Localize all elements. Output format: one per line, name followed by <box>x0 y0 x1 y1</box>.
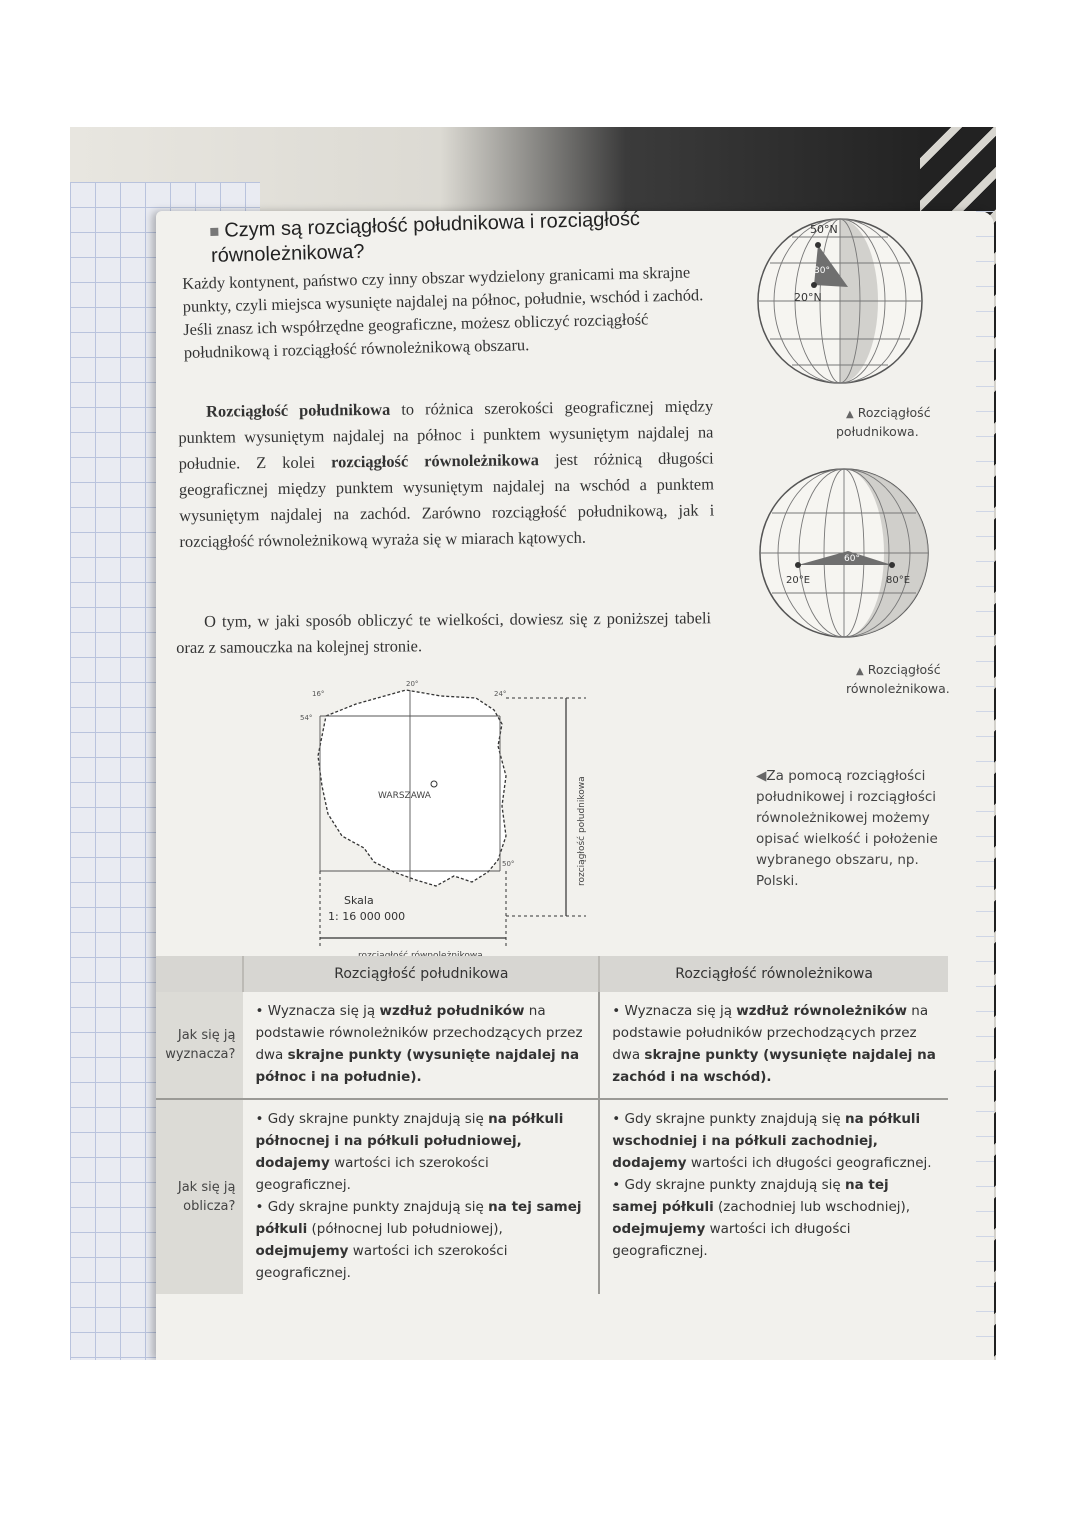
globe-label-angle: 60° <box>844 554 860 564</box>
term-meridional: Rozciągłość południkowa <box>206 399 391 421</box>
caption-meridional: ▲ Rozciągłość południkowa. <box>836 405 931 439</box>
table-cell: • Wyznacza się ją wzdłuż południków na podstawie równoleżników przechodzących przez dwa skrajne punkty (wysunięte najdalej na północ i na południe). <box>243 992 599 1099</box>
term-parallel: rozciągłość równoleżnikowa <box>330 450 540 472</box>
table-row <box>156 992 948 1099</box>
globe-label-20e: 20°E <box>786 575 811 586</box>
intro-paragraph: Każdy kontynent, państwo czy inny obszar wydzielony granicami ma skrajne punkty, czyli miejsca wysunięte najdalej na północ, południe, wschód i zachód. Jeśli znasz ich współrzędne geograficzne, możesz obliczyć rozciągłość południkową i rozciągłość równoleżnikową obszaru. <box>182 262 704 362</box>
globe-label-50n: 50°N <box>810 223 838 236</box>
column-header-meridional: Rozciągłość południkowa <box>243 956 599 992</box>
globe-label-angle: 30° <box>814 266 830 276</box>
page-grid-edge <box>976 211 994 1360</box>
vertical-extent-label: rozciągłość południkowa <box>577 776 587 886</box>
definition-paragraph: Rozciągłość południkowa to różnica szerokości geograficznej między punktem wysuniętym najdalej na północ i punktem wysuniętym najdalej na południe. Z kolei rozciągłość równoleżnikowa jest różnicą długości geograficznej między punktem wysuniętym najdalej na wschód a punktem wysuniętym najdalej na zachód. Zarówno rozciągłość południkową, jak i rozciągłość równoleżnikową wyraża się w miarach kątowych. <box>178 396 715 551</box>
table-cell: • Gdy skrajne punkty znajdują się na półkuli wschodniej i na półkuli zachodniej, dodajemy wartości ich długości geograficznej. • Gdy skrajne punkty znajdują się na tej samej półkuli (zachodniej lub wschodniej), odejmujemy wartości ich długości geograficznej. <box>612 1111 932 1259</box>
tick-20: 20° <box>406 680 419 688</box>
globe-label-20n: 20°N <box>794 291 822 304</box>
row-header-how-determined: Jak się ją wyznacza? <box>156 992 243 1099</box>
heading-marker-icon <box>210 227 218 235</box>
side-note: ◀Za pomocą rozciągłości południkowej i rozciągłości równoleżnikowej możemy opisać wielkość i położenie wybranego obszaru, np. Polski. <box>756 768 938 889</box>
outro-paragraph: O tym, w jaki sposób obliczyć te wielkości, dowiesz się z poniższej tabeli oraz z samouczka na kolejnej stronie. <box>176 608 712 657</box>
triangle-icon: ▲ <box>856 666 864 677</box>
row-header-how-calculated: Jak się ją oblicza? <box>156 1099 243 1294</box>
triangle-icon: ▲ <box>846 409 854 420</box>
globe-parallel-figure <box>752 461 952 651</box>
table-corner <box>156 956 243 992</box>
poland-map-figure <box>266 676 626 966</box>
pointer-icon: ◀ <box>756 768 767 784</box>
table-cell: • Wyznacza się ją wzdłuż równoleżników na podstawie południków przechodzących przez dwa skrajne punkty (wysunięte najdalej na zachód i na wschód). <box>599 992 948 1099</box>
tick-50: 50° <box>502 860 515 868</box>
section-heading: Czym są rozciągłość południkowa i rozciągłość równoleżnikowa? <box>210 208 641 267</box>
table-row <box>156 1099 948 1294</box>
poland-outline <box>318 690 506 886</box>
photo <box>70 127 996 1360</box>
comparison-table <box>156 956 948 1294</box>
column-header-parallel: Rozciągłość równoleżnikowa <box>599 956 948 992</box>
scale-label: Skala <box>344 894 374 907</box>
globe-label-80e: 80°E <box>886 575 911 586</box>
tick-16: 16° <box>312 690 325 698</box>
caption-parallel: ▲ Rozciągłość równoleżnikowa. <box>846 662 950 696</box>
scale-value: 1: 16 000 000 <box>328 910 406 923</box>
city-label: WARSZAWA <box>378 791 431 801</box>
globe-meridional-figure <box>752 217 952 387</box>
table-header-row <box>156 956 948 992</box>
table-cell: • Gdy skrajne punkty znajdują się na półkuli północnej i na półkuli południowej, dodajemy wartości ich szerokości geograficznej. • Gdy skrajne punkty znajdują się na tej samej półkuli (północnej lub południowej), odejmujemy wartości ich szerokości geograficznej. <box>243 1099 599 1294</box>
tick-54: 54° <box>300 714 313 722</box>
textbook-page <box>156 208 994 1360</box>
poland-map <box>266 676 626 966</box>
tick-24: 24° <box>494 690 507 698</box>
